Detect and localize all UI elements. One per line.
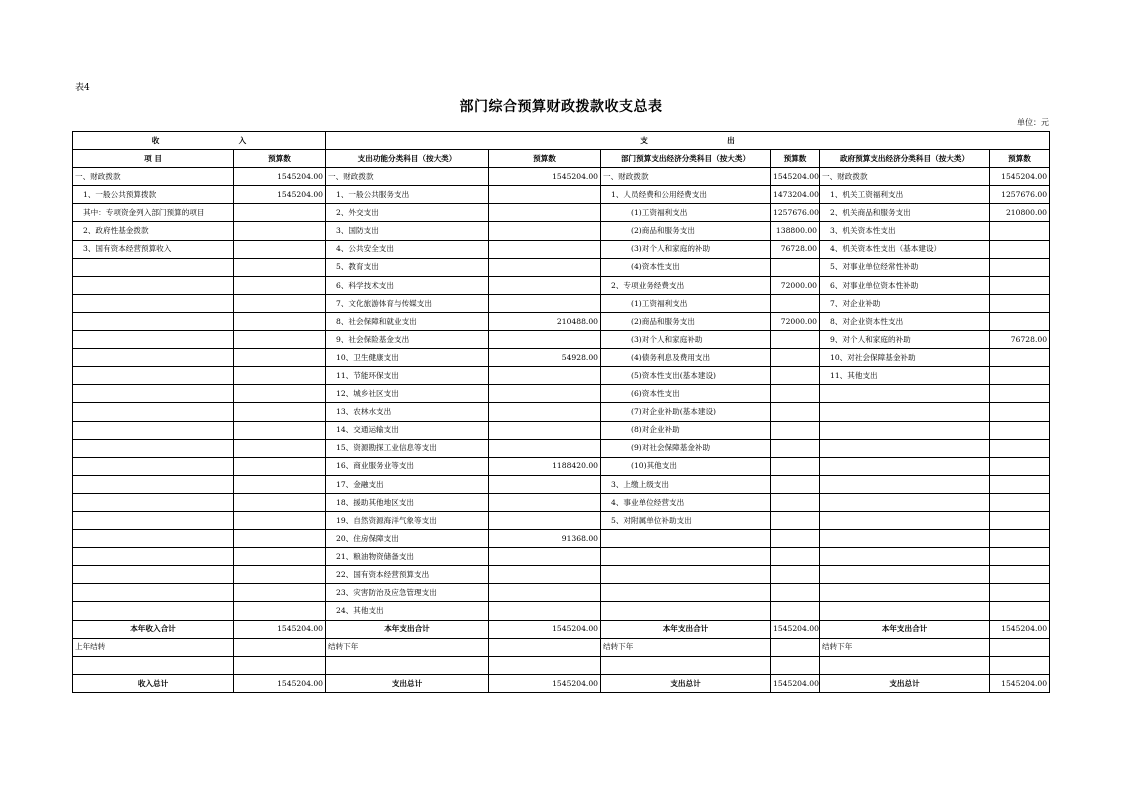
- cell-item: [73, 312, 234, 330]
- cell-function-budget: [489, 602, 601, 620]
- cell-gov-econ-item: 6、对事业单位资本性补助: [820, 276, 990, 294]
- cell-function-item: 18、援助其他地区支出: [326, 493, 489, 511]
- cell-dept-econ-budget: [771, 584, 820, 602]
- cell-dept-econ-item: 一、财政拨款: [601, 168, 771, 186]
- table-row: [73, 439, 1050, 457]
- cell-dept-econ-budget: [771, 294, 820, 312]
- cell-function-budget: [489, 548, 601, 566]
- cell-function-budget: [489, 566, 601, 584]
- cell-gov-econ-item: 9、对个人和家庭的补助: [820, 331, 990, 349]
- cell-item: [73, 475, 234, 493]
- cell-gov-econ-budget: [990, 421, 1050, 439]
- cell-function-item: 9、社会保险基金支出: [326, 331, 489, 349]
- cell-item: [73, 530, 234, 548]
- cell-gov-econ-item: 10、对社会保障基金补助: [820, 349, 990, 367]
- cell-function-budget: 预算数: [489, 150, 601, 168]
- table-row: [73, 331, 1050, 349]
- cell-dept-econ-budget: 1473204.00: [771, 186, 820, 204]
- cell-dept-econ-item: 1、人员经费和公用经费支出: [601, 186, 771, 204]
- cell-dept-econ-budget: [771, 566, 820, 584]
- cell-dept-econ-budget: [771, 421, 820, 439]
- cell-function-budget: [489, 439, 601, 457]
- cell-dept-econ-budget: 138800.00: [771, 222, 820, 240]
- cell-gov-econ-budget: [990, 656, 1050, 674]
- cell-function-budget: 91368.00: [489, 530, 601, 548]
- cell-gov-econ-item: 5、对事业单位经常性补助: [820, 258, 990, 276]
- cell-function-item: 11、节能环保支出: [326, 367, 489, 385]
- cell-item-budget: [234, 530, 326, 548]
- cell-item-budget: [234, 548, 326, 566]
- cell-item-budget: 1545204.00: [234, 674, 326, 692]
- cell-item-budget: 1545204.00: [234, 186, 326, 204]
- cell-item: 2、政府性基金拨款: [73, 222, 234, 240]
- cell-gov-econ-item: [820, 475, 990, 493]
- cell-dept-econ-budget: [771, 656, 820, 674]
- cell-dept-econ-budget: 72000.00: [771, 276, 820, 294]
- cell-gov-econ-budget: 1545204.00: [990, 168, 1050, 186]
- cell-item: [73, 294, 234, 312]
- cell-function-budget: [489, 638, 601, 656]
- cell-function-budget: [489, 186, 601, 204]
- cell-dept-econ-budget: [771, 475, 820, 493]
- cell-gov-econ-budget: [990, 312, 1050, 330]
- table-row: [73, 204, 1050, 222]
- cell-gov-econ-item: [820, 403, 990, 421]
- cell-function-item: 本年支出合计: [326, 620, 489, 638]
- cell-gov-econ-item: 结转下年: [820, 638, 990, 656]
- cell-gov-econ-item: 11、其他支出: [820, 367, 990, 385]
- cell-dept-econ-item: (9)对社会保障基金补助: [601, 439, 771, 457]
- cell-dept-econ-item: [601, 548, 771, 566]
- cell-item: 收入总计: [73, 674, 234, 692]
- table-row: [73, 367, 1050, 385]
- cell-item: [73, 403, 234, 421]
- cell-item-budget: [234, 511, 326, 529]
- cell-gov-econ-budget: 210800.00: [990, 204, 1050, 222]
- table-row: [73, 566, 1050, 584]
- table-row: [73, 312, 1050, 330]
- cell-function-budget: [489, 276, 601, 294]
- cell-function-item: 10、卫生健康支出: [326, 349, 489, 367]
- cell-item: [73, 656, 234, 674]
- cell-item: [73, 367, 234, 385]
- cell-dept-econ-budget: 1545204.00: [771, 168, 820, 186]
- cell-dept-econ-budget: [771, 548, 820, 566]
- cell-dept-econ-budget: [771, 258, 820, 276]
- cell-function-budget: [489, 403, 601, 421]
- cell-gov-econ-item: 7、对企业补助: [820, 294, 990, 312]
- cell-gov-econ-item: [820, 548, 990, 566]
- cell-dept-econ-budget: 76728.00: [771, 240, 820, 258]
- table-row: [73, 511, 1050, 529]
- cell-dept-econ-budget: [771, 638, 820, 656]
- cell-gov-econ-item: [820, 584, 990, 602]
- cell-gov-econ-budget: [990, 349, 1050, 367]
- cell-item-budget: 预算数: [234, 150, 326, 168]
- cell-dept-econ-budget: 1257676.00: [771, 204, 820, 222]
- cell-function-item: 支出功能分类科目（按大类）: [326, 150, 489, 168]
- cell-dept-econ-item: (5)资本性支出(基本建设): [601, 367, 771, 385]
- table-row: [73, 457, 1050, 475]
- cell-gov-econ-item: [820, 493, 990, 511]
- cell-item: 一、财政拨款: [73, 168, 234, 186]
- cell-item-budget: [234, 421, 326, 439]
- cell-gov-econ-budget: [990, 367, 1050, 385]
- cell-gov-econ-budget: 76728.00: [990, 331, 1050, 349]
- cell-gov-econ-item: 2、机关商品和服务支出: [820, 204, 990, 222]
- cell-gov-econ-budget: [990, 439, 1050, 457]
- cell-gov-econ-item: 1、机关工资福利支出: [820, 186, 990, 204]
- grand-total-row: [73, 674, 1050, 692]
- table-row: [73, 493, 1050, 511]
- cell-dept-econ-budget: [771, 385, 820, 403]
- cell-dept-econ-item: (7)对企业补助(基本建设): [601, 403, 771, 421]
- cell-dept-econ-budget: [771, 493, 820, 511]
- cell-dept-econ-item: 3、上缴上级支出: [601, 475, 771, 493]
- cell-item-budget: [234, 457, 326, 475]
- cell-function-item: 4、公共安全支出: [326, 240, 489, 258]
- cell-item-budget: [234, 349, 326, 367]
- cell-gov-econ-budget: [990, 258, 1050, 276]
- cell-function-budget: [489, 511, 601, 529]
- table-row: [73, 276, 1050, 294]
- cell-dept-econ-item: (10)其他支出: [601, 457, 771, 475]
- cell-function-item: 5、教育支出: [326, 258, 489, 276]
- cell-item-budget: [234, 602, 326, 620]
- cell-dept-econ-budget: [771, 403, 820, 421]
- cell-gov-econ-budget: [990, 222, 1050, 240]
- cell-gov-econ-item: [820, 530, 990, 548]
- cell-gov-econ-budget: [990, 530, 1050, 548]
- cell-function-item: 7、文化旅游体育与传媒支出: [326, 294, 489, 312]
- cell-item-budget: [234, 367, 326, 385]
- cell-function-item: [326, 656, 489, 674]
- cell-item: [73, 258, 234, 276]
- cell-function-item: 12、城乡社区支出: [326, 385, 489, 403]
- cell-gov-econ-budget: [990, 276, 1050, 294]
- cell-item-budget: [234, 312, 326, 330]
- cell-item: [73, 493, 234, 511]
- page-title: 部门综合预算财政拨款收支总表: [459, 99, 663, 115]
- budget-summary-table: [72, 131, 1050, 693]
- table-row: [73, 530, 1050, 548]
- table-row: [73, 548, 1050, 566]
- cell-item-budget: [234, 385, 326, 403]
- income-section-header: 收 入: [73, 132, 326, 150]
- cell-gov-econ-item: [820, 457, 990, 475]
- cell-dept-econ-item: (2)商品和服务支出: [601, 312, 771, 330]
- cell-gov-econ-budget: [990, 294, 1050, 312]
- cell-dept-econ-item: (4)债务利息及费用支出: [601, 349, 771, 367]
- cell-item: 本年收入合计: [73, 620, 234, 638]
- cell-gov-econ-item: [820, 421, 990, 439]
- cell-function-budget: [489, 385, 601, 403]
- cell-dept-econ-budget: [771, 331, 820, 349]
- cell-dept-econ-budget: 1545204.00: [771, 674, 820, 692]
- cell-function-budget: [489, 331, 601, 349]
- cell-dept-econ-budget: [771, 530, 820, 548]
- table-row: [73, 584, 1050, 602]
- cell-function-item: 一、财政拨款: [326, 168, 489, 186]
- cell-dept-econ-item: 支出总计: [601, 674, 771, 692]
- cell-item-budget: [234, 222, 326, 240]
- cell-dept-econ-item: (8)对企业补助: [601, 421, 771, 439]
- cell-gov-econ-budget: [990, 493, 1050, 511]
- cell-item: [73, 421, 234, 439]
- cell-function-item: 16、商业服务业等支出: [326, 457, 489, 475]
- table-row: [73, 602, 1050, 620]
- unit-label: 单位：元: [1017, 118, 1049, 127]
- cell-gov-econ-item: 4、机关资本性支出（基本建设）: [820, 240, 990, 258]
- cell-dept-econ-item: 4、事业单位经营支出: [601, 493, 771, 511]
- cell-gov-econ-budget: 1545204.00: [990, 674, 1050, 692]
- cell-function-budget: [489, 204, 601, 222]
- cell-item-budget: [234, 276, 326, 294]
- cell-item: [73, 548, 234, 566]
- cell-function-item: 14、交通运输支出: [326, 421, 489, 439]
- cell-dept-econ-budget: [771, 602, 820, 620]
- cell-dept-econ-budget: 72000.00: [771, 312, 820, 330]
- cell-item-budget: [234, 331, 326, 349]
- cell-item-budget: [234, 240, 326, 258]
- cell-function-item: 结转下年: [326, 638, 489, 656]
- cell-function-item: 23、灾害防治及应急管理支出: [326, 584, 489, 602]
- cell-gov-econ-item: 8、对企业资本性支出: [820, 312, 990, 330]
- cell-function-budget: 1545204.00: [489, 168, 601, 186]
- table-row: [73, 222, 1050, 240]
- cell-function-item: 13、农林水支出: [326, 403, 489, 421]
- table-row: [73, 258, 1050, 276]
- cell-dept-econ-item: [601, 602, 771, 620]
- cell-dept-econ-budget: [771, 367, 820, 385]
- cell-function-budget: 1188420.00: [489, 457, 601, 475]
- expense-section-header: 支 出: [326, 132, 1050, 150]
- section-header-row: [73, 132, 1050, 150]
- cell-item: [73, 602, 234, 620]
- cell-function-item: 8、社会保障和就业支出: [326, 312, 489, 330]
- cell-function-budget: 1545204.00: [489, 674, 601, 692]
- cell-function-budget: [489, 240, 601, 258]
- cell-dept-econ-budget: 1545204.00: [771, 620, 820, 638]
- cell-function-budget: [489, 222, 601, 240]
- cell-dept-econ-item: (2)商品和服务支出: [601, 222, 771, 240]
- cell-gov-econ-item: 3、机关资本性支出: [820, 222, 990, 240]
- cell-function-item: 22、国有资本经营预算支出: [326, 566, 489, 584]
- cell-dept-econ-budget: [771, 349, 820, 367]
- cell-function-item: 3、国防支出: [326, 222, 489, 240]
- cell-item: 上年结转: [73, 638, 234, 656]
- cell-function-item: 支出总计: [326, 674, 489, 692]
- cell-gov-econ-item: [820, 566, 990, 584]
- table-row: [73, 186, 1050, 204]
- table-row: [73, 294, 1050, 312]
- cell-dept-econ-item: [601, 530, 771, 548]
- cell-function-item: 19、自然资源海洋气象等支出: [326, 511, 489, 529]
- cell-dept-econ-budget: [771, 511, 820, 529]
- cell-dept-econ-item: [601, 656, 771, 674]
- cell-gov-econ-item: [820, 602, 990, 620]
- cell-dept-econ-item: 2、专项业务经费支出: [601, 276, 771, 294]
- cell-gov-econ-budget: [990, 584, 1050, 602]
- cell-item-budget: [234, 204, 326, 222]
- cell-gov-econ-budget: [990, 457, 1050, 475]
- cell-function-budget: 1545204.00: [489, 620, 601, 638]
- cell-dept-econ-item: (1)工资福利支出: [601, 204, 771, 222]
- cell-function-budget: [489, 656, 601, 674]
- cell-function-budget: [489, 258, 601, 276]
- cell-item: [73, 331, 234, 349]
- cell-item: 1、一般公共预算拨款: [73, 186, 234, 204]
- carry-over-row: [73, 638, 1050, 656]
- table-row: [73, 421, 1050, 439]
- cell-item: [73, 566, 234, 584]
- cell-dept-econ-budget: 预算数: [771, 150, 820, 168]
- cell-gov-econ-budget: [990, 385, 1050, 403]
- cell-function-item: 20、住房保障支出: [326, 530, 489, 548]
- cell-dept-econ-item: 部门预算支出经济分类科目（按大类）: [601, 150, 771, 168]
- cell-item-budget: [234, 439, 326, 457]
- cell-item-budget: 1545204.00: [234, 168, 326, 186]
- cell-gov-econ-budget: [990, 475, 1050, 493]
- cell-item: 其中：专项资金列入部门预算的项目: [73, 204, 234, 222]
- cell-gov-econ-budget: [990, 566, 1050, 584]
- cell-gov-econ-budget: [990, 511, 1050, 529]
- cell-item-budget: [234, 493, 326, 511]
- cell-gov-econ-budget: 预算数: [990, 150, 1050, 168]
- table-label: 表4: [75, 83, 90, 93]
- table-row: [73, 385, 1050, 403]
- cell-dept-econ-item: (3)对个人和家庭补助: [601, 331, 771, 349]
- cell-gov-econ-budget: 1545204.00: [990, 620, 1050, 638]
- cell-dept-econ-budget: [771, 439, 820, 457]
- cell-function-budget: [489, 421, 601, 439]
- cell-gov-econ-budget: [990, 548, 1050, 566]
- cell-gov-econ-budget: 1257676.00: [990, 186, 1050, 204]
- cell-item-budget: [234, 656, 326, 674]
- table-row: [73, 403, 1050, 421]
- cell-dept-econ-item: (1)工资福利支出: [601, 294, 771, 312]
- cell-function-budget: 210488.00: [489, 312, 601, 330]
- cell-item-budget: [234, 258, 326, 276]
- cell-gov-econ-item: [820, 385, 990, 403]
- cell-dept-econ-item: (4)资本性支出: [601, 258, 771, 276]
- table-row: [73, 168, 1050, 186]
- table-row: [73, 349, 1050, 367]
- cell-dept-econ-item: (6)资本性支出: [601, 385, 771, 403]
- cell-item: 项 目: [73, 150, 234, 168]
- cell-item-budget: [234, 638, 326, 656]
- cell-function-item: 1、一般公共服务支出: [326, 186, 489, 204]
- cell-function-item: 21、粮油物资储备支出: [326, 548, 489, 566]
- table-row: [73, 475, 1050, 493]
- cell-gov-econ-item: 政府预算支出经济分类科目（按大类）: [820, 150, 990, 168]
- cell-function-budget: 54928.00: [489, 349, 601, 367]
- cell-item-budget: [234, 403, 326, 421]
- cell-item: [73, 457, 234, 475]
- cell-function-item: 15、资源勘探工业信息等支出: [326, 439, 489, 457]
- cell-item: [73, 584, 234, 602]
- cell-item-budget: [234, 584, 326, 602]
- cell-gov-econ-budget: [990, 602, 1050, 620]
- cell-function-item: 17、金融支出: [326, 475, 489, 493]
- cell-item-budget: 1545204.00: [234, 620, 326, 638]
- cell-item: [73, 385, 234, 403]
- cell-dept-econ-item: (3)对个人和家庭的补助: [601, 240, 771, 258]
- cell-item-budget: [234, 566, 326, 584]
- cell-gov-econ-budget: [990, 403, 1050, 421]
- cell-function-budget: [489, 493, 601, 511]
- cell-dept-econ-item: 5、对附属单位补助支出: [601, 511, 771, 529]
- cell-item-budget: [234, 475, 326, 493]
- cell-gov-econ-budget: [990, 240, 1050, 258]
- blank-row: [73, 656, 1050, 674]
- cell-gov-econ-item: [820, 656, 990, 674]
- cell-gov-econ-item: 本年支出合计: [820, 620, 990, 638]
- cell-function-item: 24、其他支出: [326, 602, 489, 620]
- cell-gov-econ-budget: [990, 638, 1050, 656]
- cell-function-item: 2、外交支出: [326, 204, 489, 222]
- cell-function-budget: [489, 294, 601, 312]
- cell-gov-econ-item: [820, 511, 990, 529]
- cell-item: [73, 349, 234, 367]
- cell-function-budget: [489, 367, 601, 385]
- cell-item: [73, 276, 234, 294]
- cell-dept-econ-item: [601, 566, 771, 584]
- cell-item: [73, 439, 234, 457]
- cell-item: 3、国有资本经营预算收入: [73, 240, 234, 258]
- cell-dept-econ-item: [601, 584, 771, 602]
- cell-gov-econ-item: 支出总计: [820, 674, 990, 692]
- cell-function-budget: [489, 475, 601, 493]
- cell-dept-econ-budget: [771, 457, 820, 475]
- table-row: [73, 240, 1050, 258]
- cell-gov-econ-item: 一、财政拨款: [820, 168, 990, 186]
- cell-function-item: 6、科学技术支出: [326, 276, 489, 294]
- cell-gov-econ-item: [820, 439, 990, 457]
- cell-function-budget: [489, 584, 601, 602]
- year-total-row: [73, 620, 1050, 638]
- cell-item: [73, 511, 234, 529]
- cell-item-budget: [234, 294, 326, 312]
- cell-dept-econ-item: 本年支出合计: [601, 620, 771, 638]
- column-header-row: [73, 150, 1050, 168]
- cell-dept-econ-item: 结转下年: [601, 638, 771, 656]
